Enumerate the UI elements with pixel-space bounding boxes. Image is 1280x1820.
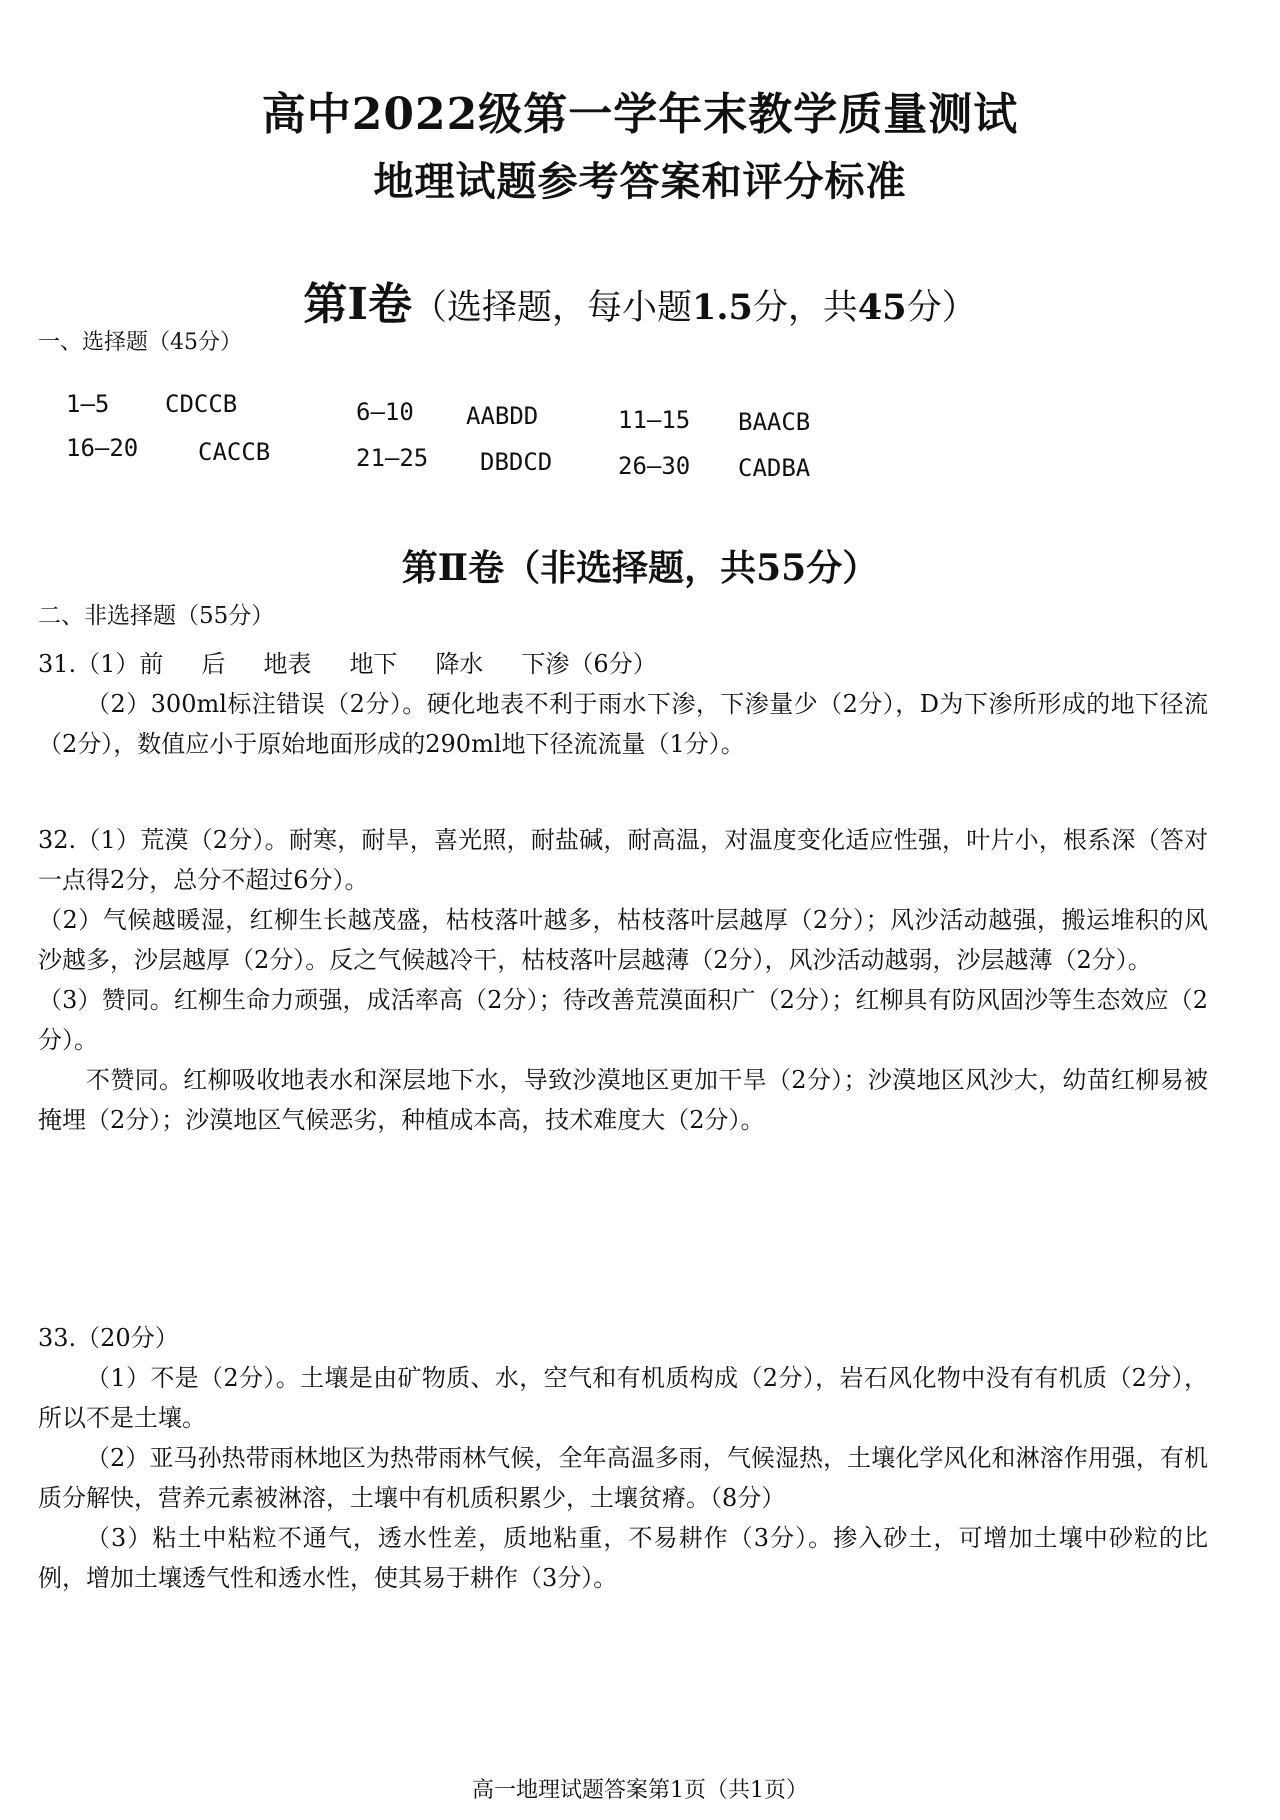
answer-key: BAACB bbox=[738, 408, 811, 436]
answer-key: CADBA bbox=[738, 454, 811, 482]
answer-key: DBDCD bbox=[480, 448, 553, 476]
question-33 bbox=[38, 1318, 1208, 1598]
section2-heading: 二、非选择题（55分） bbox=[38, 603, 275, 629]
part2-heading: 第Ⅱ卷（非选择题，共55分） bbox=[401, 547, 879, 589]
q31-part2: （2）300ml标注错误（2分）。硬化地表不利于雨水下渗，下渗量少（2分），D为下渗所形成的地下径流（2分），数值应小于原始地面形成的290ml地下径流流量（1分）。 bbox=[38, 690, 1208, 758]
answer-range: 6—10 bbox=[356, 398, 414, 426]
answer-key-subtitle: 地理试题参考答案和评分标准 bbox=[373, 158, 907, 205]
question-31 bbox=[38, 644, 1208, 764]
answer-key: AABDD bbox=[466, 402, 539, 430]
page-footer: 高一地理试题答案第1页（共1页） bbox=[472, 1778, 808, 1803]
q31-part1: 31.（1）前 后 地表 地下 降水 下渗（6分） bbox=[38, 650, 657, 678]
q32-part3-counter: 不赞同。红柳吸收地表水和深层地下水，导致沙漠地区更加干旱（2分）；沙漠地区风沙大，幼苗红柳易被掩埋（2分）；沙漠地区气候恶劣，种植成本高，技术难度大（2分）。 bbox=[38, 1066, 1208, 1134]
q33-part1: （1）不是（2分）。土壤是由矿物质、水，空气和有机质构成（2分），岩石风化物中没有有机质（2分），所以不是土壤。 bbox=[38, 1364, 1208, 1432]
q32-part2: （2）气候越暖湿，红柳生长越茂盛，枯枝落叶越多，枯枝落叶层越厚（2分）；风沙活动越强，搬运堆积的风沙越多，沙层越厚（2分）。反之气候越冷干，枯枝落叶层越薄（2分），风沙活动越弱，沙层越薄（2分）。 bbox=[38, 906, 1208, 974]
q33-heading: 33.（20分） bbox=[38, 1324, 179, 1352]
answer-range: 26—30 bbox=[618, 452, 691, 480]
q32-part3: （3）赞同。红柳生命力顽强，成活率高（2分）；待改善荒漠面积广（2分）；红柳具有防风固沙等生态效应（2分）。 bbox=[38, 986, 1208, 1054]
answer-range: 21—25 bbox=[356, 444, 429, 472]
answer-range: 11—15 bbox=[618, 406, 691, 434]
q32-part1: 32.（1）荒漠（2分）。耐寒，耐旱，喜光照，耐盐碱，耐高温，对温度变化适应性强，叶片小，根系深（答对一点得2分，总分不超过6分）。 bbox=[38, 826, 1208, 894]
answer-key: CACCB bbox=[198, 438, 271, 466]
answer-key: CDCCB bbox=[165, 390, 238, 418]
exam-title: 高中2022级第一学年末教学质量测试 bbox=[261, 89, 1019, 140]
answer-range: 1—5 bbox=[66, 390, 110, 418]
answer-range: 16—20 bbox=[66, 434, 139, 462]
part1-heading: 第Ⅰ卷（选择题，每小题1.5分，共45分） bbox=[303, 279, 977, 330]
question-32 bbox=[38, 820, 1208, 1140]
q33-part2: （2）亚马孙热带雨林地区为热带雨林气候，全年高温多雨，气候湿热，土壤化学风化和淋溶作用强，有机质分解快，营养元素被淋溶，土壤中有机质积累少，土壤贫瘠。（8分） bbox=[38, 1444, 1208, 1512]
q33-part3: （3）粘土中粘粒不通气，透水性差，质地粘重，不易耕作（3分）。掺入砂土，可增加土壤中砂粒的比例，增加土壤透气性和透水性，使其易于耕作（3分）。 bbox=[38, 1524, 1208, 1592]
section1-heading: 一、选择题（45分） bbox=[38, 330, 242, 355]
